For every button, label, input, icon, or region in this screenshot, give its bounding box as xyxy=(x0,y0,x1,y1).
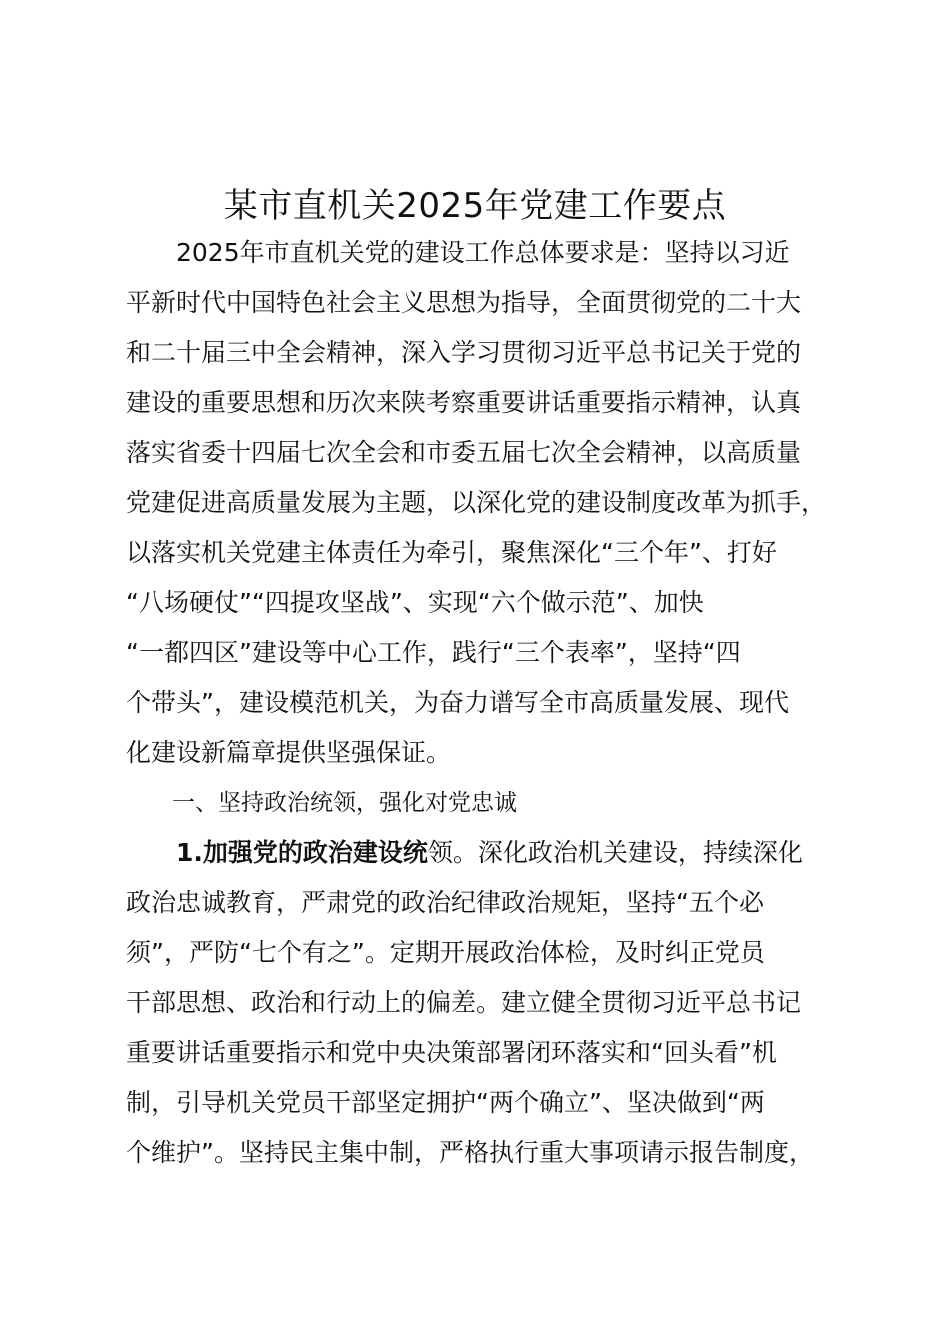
intro-line: 2025年市直机关党的建设工作总体要求是：坚持以习近 xyxy=(126,238,790,267)
item-line: 政治忠诚教育，严肃党的政治纪律政治规矩，坚持“五个必 xyxy=(126,888,764,917)
intro-line: 落实省委十四届七次全会和市委五届七次全会精神，以高质量 xyxy=(126,438,802,467)
intro-line: “八场硬仗”“四提攻坚战”、实现“六个做示范”、加快 xyxy=(126,588,704,617)
item-line-rest: 领。深化政治机关建设，持续深化 xyxy=(427,838,803,867)
intro-line: “一都四区”建设等中心工作，践行“三个表率”，坚持“四 xyxy=(126,638,741,667)
intro-line: 和二十届三中全会精神，深入学习贯彻习近平总书记关于党的 xyxy=(126,338,802,367)
intro-line: 平新时代中国特色社会主义思想为指导，全面贯彻党的二十大 xyxy=(126,288,802,317)
item-line: 个维护”。坚持民主集中制，严格执行重大事项请示报告制度， xyxy=(126,1138,814,1167)
section-heading: 一、坚持政治统领，强化对党忠诚 xyxy=(126,790,517,816)
intro-line: 化建设新篇章提供坚强保证。 xyxy=(126,738,452,767)
document-title: 某市直机关2025年党建工作要点 xyxy=(223,186,727,226)
item-line: 干部思想、政治和行动上的偏差。建立健全贯彻习近平总书记 xyxy=(126,988,802,1017)
intro-line: 个带头”，建设模范机关，为奋力谱写全市高质量发展、现代 xyxy=(126,688,789,717)
intro-line: 党建促进高质量发展为主题，以深化党的建设制度改革为抓手， xyxy=(126,488,827,517)
item-bold-lead: 1.加强党的政治建设统 xyxy=(126,838,428,867)
item-line: 须”，严防“七个有之”。定期开展政治体检，及时纠正党员 xyxy=(126,938,765,967)
item-first-line xyxy=(126,828,803,878)
intro-line: 建设的重要思想和历次来陕考察重要讲话重要指示精神，认真 xyxy=(126,388,802,417)
item-line: 制，引导机关党员干部坚定拥护“两个确立”、坚决做到“两 xyxy=(126,1088,765,1117)
item-line: 重要讲话重要指示和党中央决策部署闭环落实和“回头看”机 xyxy=(126,1038,777,1067)
intro-line: 以落实机关党建主体责任为牵引，聚焦深化“三个年”、打好 xyxy=(126,538,777,567)
